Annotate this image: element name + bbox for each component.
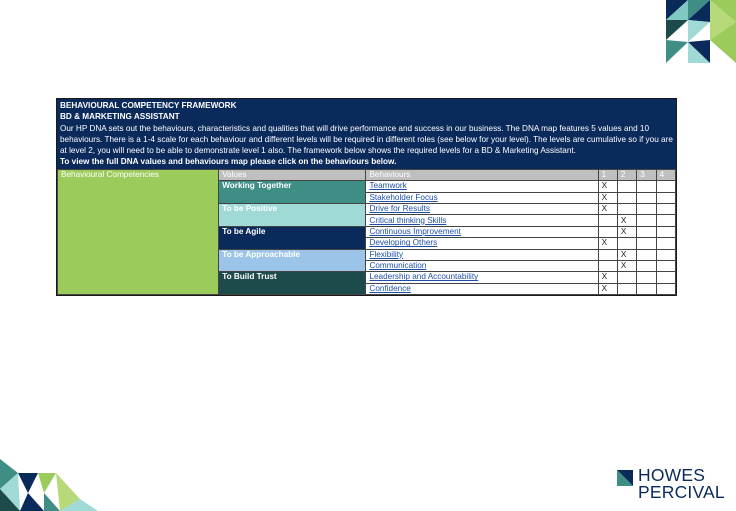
behaviour-cell [366,238,598,249]
level-1-cell: X [598,181,617,192]
level-1-cell [598,226,617,237]
behaviour-link[interactable]: Developing Others [369,238,438,248]
level-3-cell [637,238,656,249]
level-1-cell: X [598,272,617,283]
value-cell: To be Approachable [219,249,366,272]
level-3-cell [637,283,656,294]
level-2-cell: X [617,215,636,226]
level-2-cell: X [617,226,636,237]
level-4-cell [656,272,675,283]
behaviour-link[interactable]: Critical thinking Skills [369,215,447,225]
behaviour-cell [366,249,598,260]
logo-line-2: PERCIVAL [638,482,725,502]
behaviour-link[interactable]: Flexibility [369,249,404,259]
level-1-cell: X [598,283,617,294]
level-1-cell [598,260,617,271]
level-3-cell [637,260,656,271]
behaviour-cell [366,215,598,226]
level-3-cell [637,215,656,226]
level-4-cell [656,226,675,237]
level-2-cell [617,181,636,192]
level-1-cell: X [598,238,617,249]
behaviour-cell [366,260,598,271]
level-4-header: 4 [656,169,675,180]
level-4-cell [656,192,675,203]
logo-line-1: HOWES [638,465,706,485]
level-4-cell [656,181,675,192]
level-2-cell: X [617,249,636,260]
behaviour-cell [366,272,598,283]
level-2-cell [617,192,636,203]
behaviour-cell [366,192,598,203]
level-3-cell [637,272,656,283]
behaviour-link[interactable]: Teamwork [369,181,407,191]
behaviours-link-instruction: To view the full DNA values and behaviours map please click on the behaviours below. [60,157,397,167]
level-1-cell: X [598,192,617,203]
level-2-cell [617,203,636,214]
level-2-cell [617,238,636,249]
behaviour-link[interactable]: Communication [369,261,427,271]
behaviours-column-header: Behaviours [366,169,598,180]
level-4-cell [656,215,675,226]
level-1-header: 1 [598,169,617,180]
level-4-cell [656,260,675,271]
level-3-cell [637,192,656,203]
behaviour-link[interactable]: Confidence [369,283,411,293]
behaviour-cell [366,226,598,237]
behaviour-link[interactable]: Continuous Improvement [369,226,461,236]
level-4-cell [656,249,675,260]
level-3-cell [637,203,656,214]
value-cell: To be Agile [219,226,366,249]
table-header-row [58,169,676,180]
competency-table [57,169,676,295]
level-3-cell [637,226,656,237]
behaviour-cell [366,283,598,294]
level-1-cell [598,249,617,260]
framework-intro: Our HP DNA sets out the behaviours, characteristics and qualities that will drive performance and success in our business. The DNA map features 5 values and 10 behaviours. There is a 1-4 scale for each behaviour and different levels will be required in different roles (see below for your level). The levels are cumulative so if you are at level 2, you will need to be able to demonstrate level 1 also. The framework below shows the required levels for a BD & Marketing Assistant. [60,123,673,156]
level-3-header: 3 [637,169,656,180]
values-column-header: Values [219,169,366,180]
level-3-cell [637,249,656,260]
level-4-cell [656,283,675,294]
value-cell: To be Positive [219,203,366,226]
howes-percival-logo [617,467,729,503]
behaviour-cell [366,203,598,214]
level-1-cell [598,215,617,226]
level-4-cell [656,203,675,214]
level-2-cell: X [617,260,636,271]
level-2-cell [617,272,636,283]
value-cell: To Build Trust [219,272,366,295]
level-2-cell [617,283,636,294]
bottom-triangles-decoration [0,459,98,511]
competencies-label: Behavioural Competencies [58,169,219,294]
behaviour-cell [366,181,598,192]
behaviour-link[interactable]: Stakeholder Focus [369,192,438,202]
logo-mark-icon [617,470,633,486]
level-1-cell: X [598,203,617,214]
framework-title: BEHAVIOURAL COMPETENCY FRAMEWORK [60,101,237,110]
corner-triangles-decoration [666,0,736,63]
behaviour-link[interactable]: Drive for Results [369,204,430,214]
level-2-header: 2 [617,169,636,180]
behaviour-link[interactable]: Leadership and Accountability [369,272,479,282]
role-title: BD & MARKETING ASSISTANT [60,112,180,122]
level-4-cell [656,238,675,249]
framework-header [57,99,676,169]
value-cell: Working Together [219,181,366,204]
level-3-cell [637,181,656,192]
competency-framework [56,98,677,296]
